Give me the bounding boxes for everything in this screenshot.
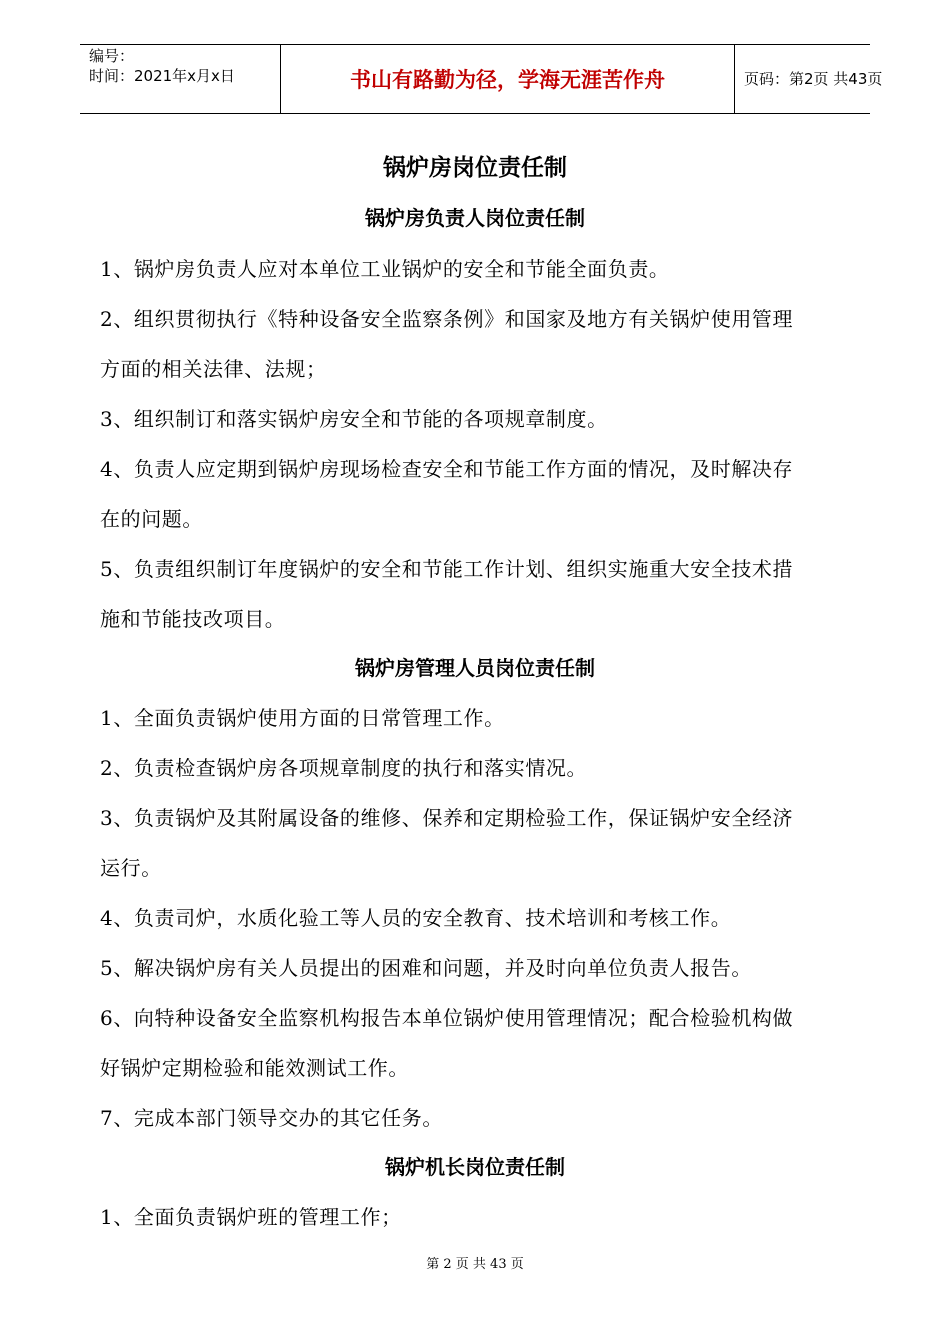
paragraph-line: 1、全面负责锅炉使用方面的日常管理工作。: [100, 706, 505, 730]
document-number-label: 编号：: [89, 47, 135, 65]
paragraph-line: 7、完成本部门领导交办的其它任务。: [100, 1106, 443, 1130]
paragraph-line: 2、组织贯彻执行《特种设备安全监察条例》和国家及地方有关锅炉使用管理: [100, 307, 794, 331]
section-heading: 锅炉房管理人员岗位责任制: [355, 656, 595, 680]
document-time-label: 时间：2021年x月x日: [89, 67, 235, 85]
header-motto: 书山有路勤为径，学海无涯苦作舟: [350, 68, 665, 92]
paragraph-line: 3、组织制订和落实锅炉房安全和节能的各项规章制度。: [100, 407, 608, 431]
paragraph-line: 2、负责检查锅炉房各项规章制度的执行和落实情况。: [100, 756, 588, 780]
section-heading: 锅炉机长岗位责任制: [385, 1155, 565, 1179]
paragraph-line: 6、向特种设备安全监察机构报告本单位锅炉使用管理情况；配合检验机构做: [100, 1006, 794, 1030]
header-page-cell: [735, 45, 883, 113]
section-heading: 锅炉房负责人岗位责任制: [365, 206, 585, 230]
paragraph-line: 运行。: [100, 856, 162, 880]
page-footer: 第 2 页 共 43 页: [426, 1257, 524, 1272]
paragraph-line: 3、负责锅炉及其附属设备的维修、保养和定期检验工作，保证锅炉安全经济: [100, 806, 794, 830]
paragraph-line: 4、负责司炉，水质化验工等人员的安全教育、技术培训和考核工作。: [100, 906, 732, 930]
document-title: 锅炉房岗位责任制: [383, 155, 567, 181]
header-motto-cell: [280, 45, 735, 113]
paragraph-line: 施和节能技改项目。: [100, 607, 286, 631]
paragraph-line: 5、解决锅炉房有关人员提出的困难和问题，并及时向单位负责人报告。: [100, 956, 752, 980]
paragraph-line: 在的问题。: [100, 507, 203, 531]
page-header: [80, 44, 883, 114]
header-meta-cell: [80, 45, 280, 113]
paragraph-line: 好锅炉定期检验和能效测试工作。: [100, 1056, 409, 1080]
paragraph-line: 1、全面负责锅炉班的管理工作；: [100, 1205, 402, 1229]
paragraph-line: 方面的相关法律、法规；: [100, 357, 327, 381]
paragraph-line: 5、负责组织制订年度锅炉的安全和节能工作计划、组织实施重大安全技术措: [100, 557, 794, 581]
paragraph-line: 1、锅炉房负责人应对本单位工业锅炉的安全和节能全面负责。: [100, 257, 670, 281]
header-page-info: 页码：第2页 共43页: [744, 70, 883, 88]
paragraph-line: 4、负责人应定期到锅炉房现场检查安全和节能工作方面的情况，及时解决存: [100, 457, 794, 481]
